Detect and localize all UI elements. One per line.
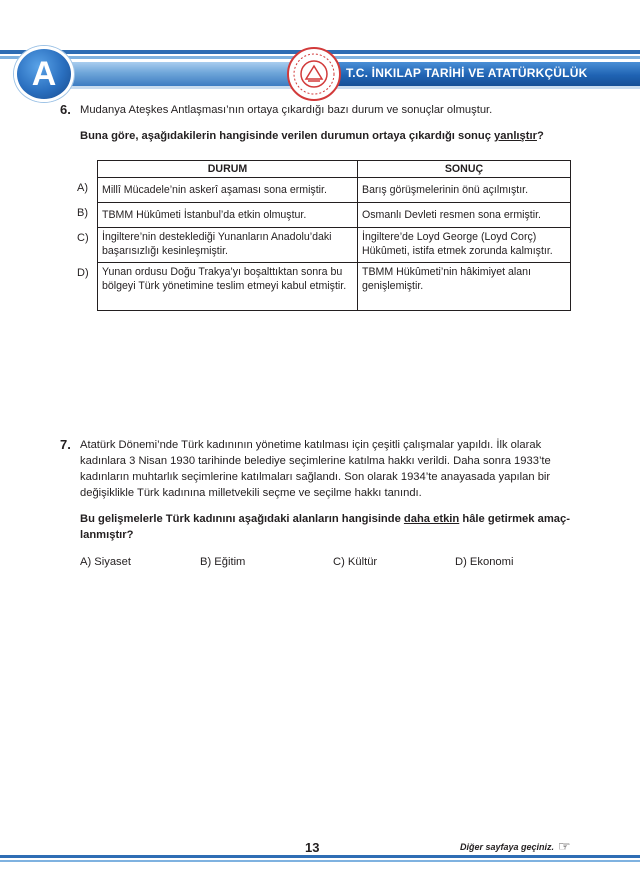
option-b-label[interactable]: B) [77, 207, 88, 219]
question-7-stem-line-1: Atatürk Dönemi’nde Türk kadınının yönetime katılması için çeşitli çalışmalar yapıldı. İlk olarak [80, 439, 542, 451]
question-7-prompt-line-2: lanmıştır? [80, 529, 134, 541]
question-7-stem-line-2: kadınlara 3 Nisan 1930 tarihinde belediye seçimlerine katılma hakkı verildi. Daha sonra 1933’te [80, 455, 551, 467]
choice-c[interactable]: C) Kültür [333, 556, 378, 568]
question-7-number: 7. [60, 437, 71, 452]
table-row [98, 228, 571, 263]
question-6-table [97, 160, 571, 311]
row-c-durum: İngiltere’nin desteklediği Yunanların Anadolu’daki başarısızlığı kesinleşmiştir. [98, 228, 358, 263]
question-6-number: 6. [60, 102, 71, 117]
pointing-hand-icon: ☞ [558, 838, 571, 854]
question-6-prompt-text: Buna göre, aşağıdakilerin hangisinde verilen durumun ortaya çıkardığı sonuç [80, 130, 495, 142]
footer-stripe [0, 855, 640, 858]
header-title: T.C. İNKILAP TARİHİ VE ATATÜRKÇÜLÜK [346, 66, 588, 80]
row-a-sonuc: Barış görüşmelerinin önü açılmıştır. [358, 178, 571, 203]
table-row [98, 203, 571, 228]
question-7-prompt-end: hâle getirmek amaç- [459, 513, 570, 525]
table-header-durum: DURUM [98, 161, 358, 178]
row-d-sonuc: TBMM Hükûmeti’nin hâkimiyet alanı genişlemiştir. [358, 263, 571, 311]
row-d-durum: Yunan ordusu Doğu Trakya’yı boşalttıktan sonra bu bölgeyi Türk yönetimine teslim etmeyi kabul etmiştir. [98, 263, 358, 311]
page-header [0, 0, 640, 100]
option-a-label[interactable]: A) [77, 182, 88, 194]
question-7-stem-line-4: değişiklikle Türk kadınına milletvekili seçme ve seçilme hakkı tanındı. [80, 487, 422, 499]
meb-logo-icon [286, 46, 342, 102]
row-b-durum: TBMM Hükûmeti İstanbul’da etkin olmuştur. [98, 203, 358, 228]
choice-b[interactable]: B) Eğitim [200, 556, 246, 568]
question-7-prompt-text: Bu gelişmelerle Türk kadınını aşağıdaki alanların hangisinde [80, 513, 404, 525]
table-row [98, 178, 571, 203]
row-b-sonuc: Osmanlı Devleti resmen sona ermiştir. [358, 203, 571, 228]
choice-a[interactable]: A) Siyaset [80, 556, 131, 568]
question-6-prompt [80, 128, 544, 144]
table-header-row [98, 161, 571, 178]
question-6-prompt-end: ? [536, 130, 544, 142]
table-header-sonuc: SONUÇ [358, 161, 571, 178]
question-6-stem: Mudanya Ateşkes Antlaşması’nın ortaya çıkardığı bazı durum ve sonuçlar olmuştur. [80, 104, 493, 116]
page-number: 13 [305, 840, 320, 855]
row-a-durum: Millî Mücadele’nin askerî aşaması sona ermiştir. [98, 178, 358, 203]
question-7-prompt-keyword: daha etkin [403, 513, 460, 525]
option-d-label[interactable]: D) [77, 267, 89, 279]
booklet-letter: A [31, 55, 57, 93]
next-page-text: Diğer sayfaya geçiniz. [460, 842, 555, 852]
question-7-stem-line-3: kadınların muhtarlık seçimlerine katılmaları sağlandı. Son olarak 1934’te anayasada yapılan bir [80, 471, 551, 483]
booklet-letter-badge [14, 46, 74, 102]
header-band-shadow [70, 86, 640, 89]
row-c-sonuc: İngiltere’de Loyd George (Loyd Corç) Hükûmeti, istifa etmek zorunda kalmıştır. [358, 228, 571, 263]
table-row [98, 263, 571, 311]
option-c-label[interactable]: C) [77, 232, 89, 244]
question-7-prompt [80, 511, 570, 527]
choice-d[interactable]: D) Ekonomi [455, 556, 514, 568]
footer-stripe-light [0, 860, 640, 862]
question-6-prompt-keyword: yanlıştır [494, 130, 537, 142]
